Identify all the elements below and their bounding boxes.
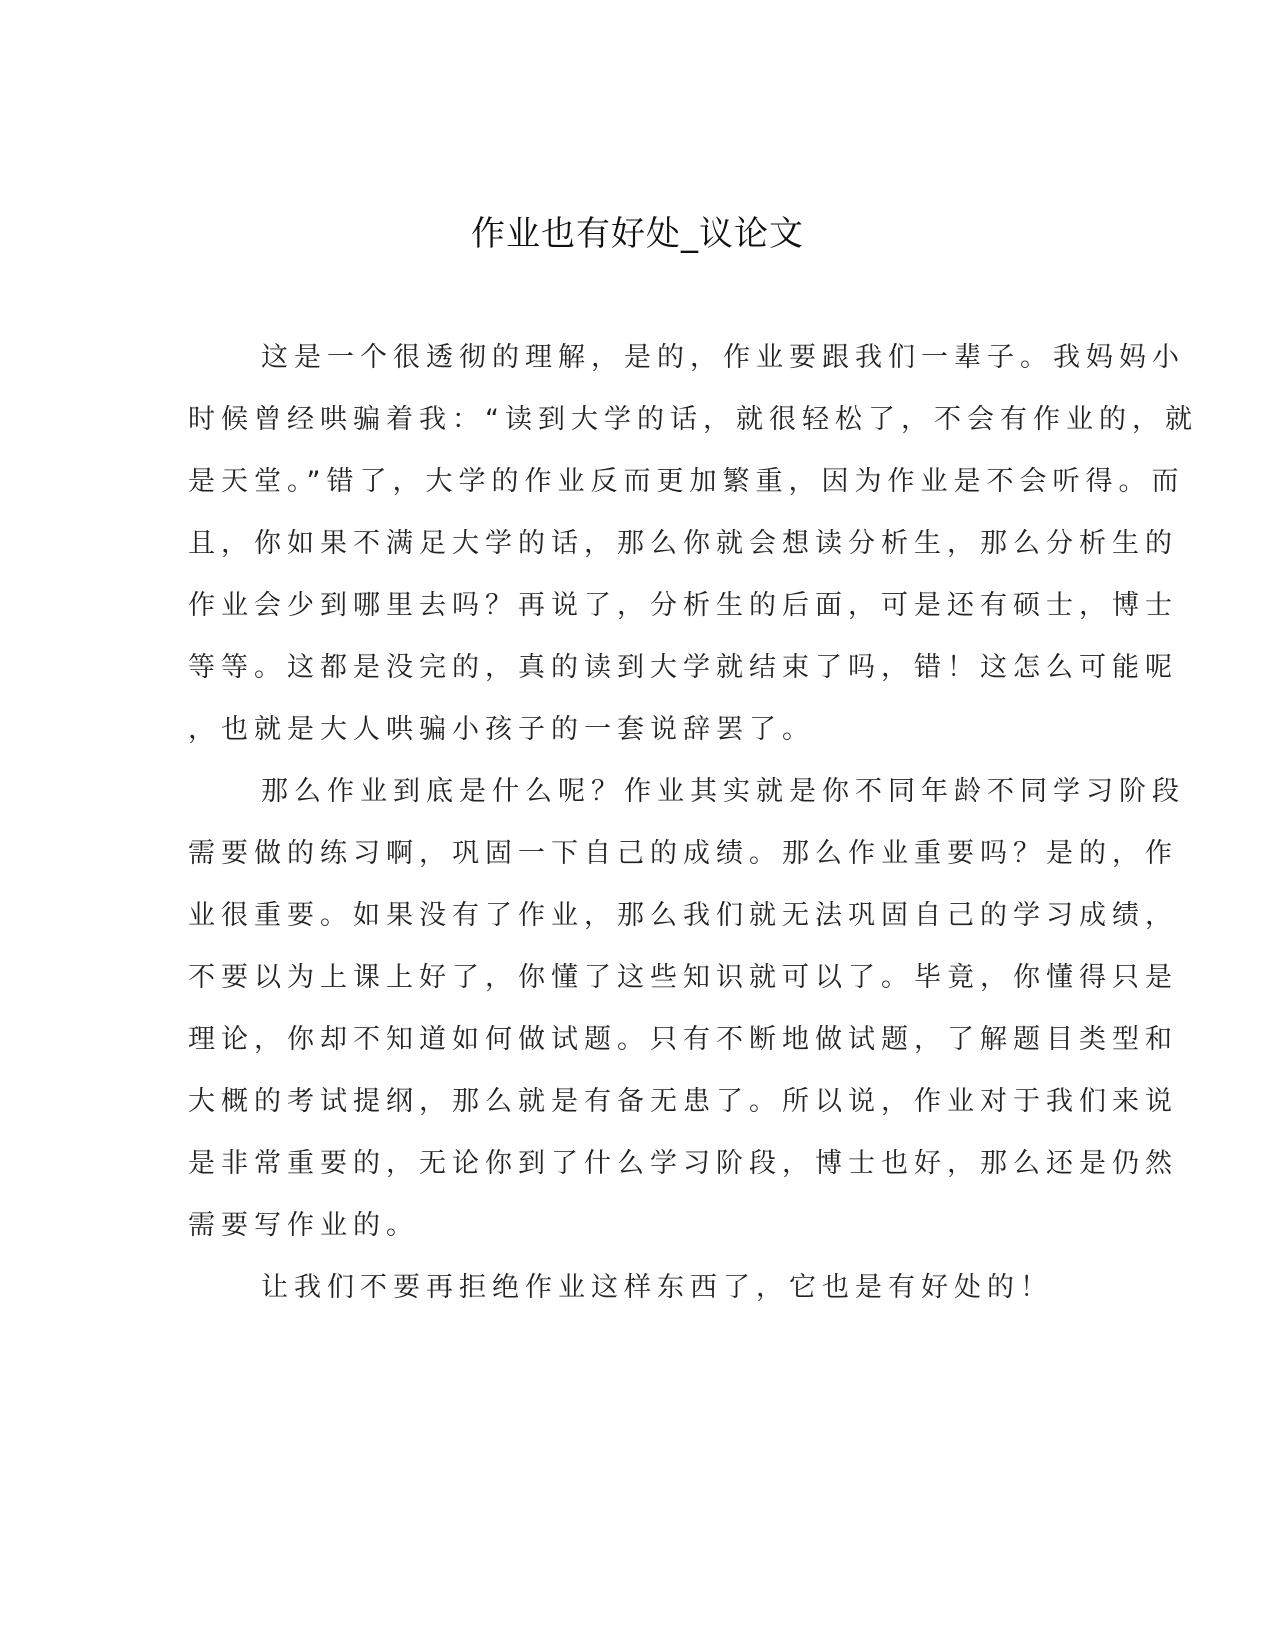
paragraph-2 xyxy=(188,761,1185,1257)
paragraph-line: 需要做的练习啊，巩固一下自己的成绩。那么作业重要吗？是的，作 xyxy=(188,838,1178,869)
paragraph-line: 业很重要。如果没有了作业，那么我们就无法巩固自己的学习成绩， xyxy=(188,900,1178,931)
paragraph-line: ，也就是大人哄骗小孩子的一套说辞罢了。 xyxy=(188,714,815,745)
paragraph-line: 那么作业到底是什么呢？作业其实就是你不同年龄不同学习阶段 xyxy=(261,776,1185,807)
paragraph-line: 需要写作业的。 xyxy=(188,1210,419,1241)
paragraph-line: 不要以为上课上好了，你懂了这些知识就可以了。毕竟，你懂得只是 xyxy=(188,962,1178,993)
paragraph-line: 等等。这都是没完的，真的读到大学就结束了吗，错！这怎么可能呢 xyxy=(188,652,1178,683)
paragraph-line: 大概的考试提纲，那么就是有备无患了。所以说，作业对于我们来说 xyxy=(188,1086,1178,1117)
paragraph-line: 时候曾经哄骗着我：“读到大学的话，就很轻松了，不会有作业的，就 xyxy=(188,404,1198,435)
paragraph-line: 作业会少到哪里去吗？再说了，分析生的后面，可是还有硕士，博士 xyxy=(188,590,1178,621)
paragraph-line: 理论，你却不知道如何做试题。只有不断地做试题，了解题目类型和 xyxy=(188,1024,1178,1055)
paragraph-line: 是天堂。”错了，大学的作业反而更加繁重，因为作业是不会听得。而 xyxy=(188,466,1185,497)
paragraph-line: 这是一个很透彻的理解，是的，作业要跟我们一辈子。我妈妈小 xyxy=(261,342,1185,373)
paragraph-3 xyxy=(188,1257,1088,1319)
paragraph-line: 让我们不要再拒绝作业这样东西了，它也是有好处的！ xyxy=(261,1272,1053,1303)
document-body xyxy=(188,327,1198,1319)
document-title: 作业也有好处_议论文 xyxy=(471,214,804,254)
paragraph-1 xyxy=(188,327,1198,761)
paragraph-line: 是非常重要的，无论你到了什么学习阶段，博士也好，那么还是仍然 xyxy=(188,1148,1178,1179)
paragraph-line: 且，你如果不满足大学的话，那么你就会想读分析生，那么分析生的 xyxy=(188,528,1178,559)
